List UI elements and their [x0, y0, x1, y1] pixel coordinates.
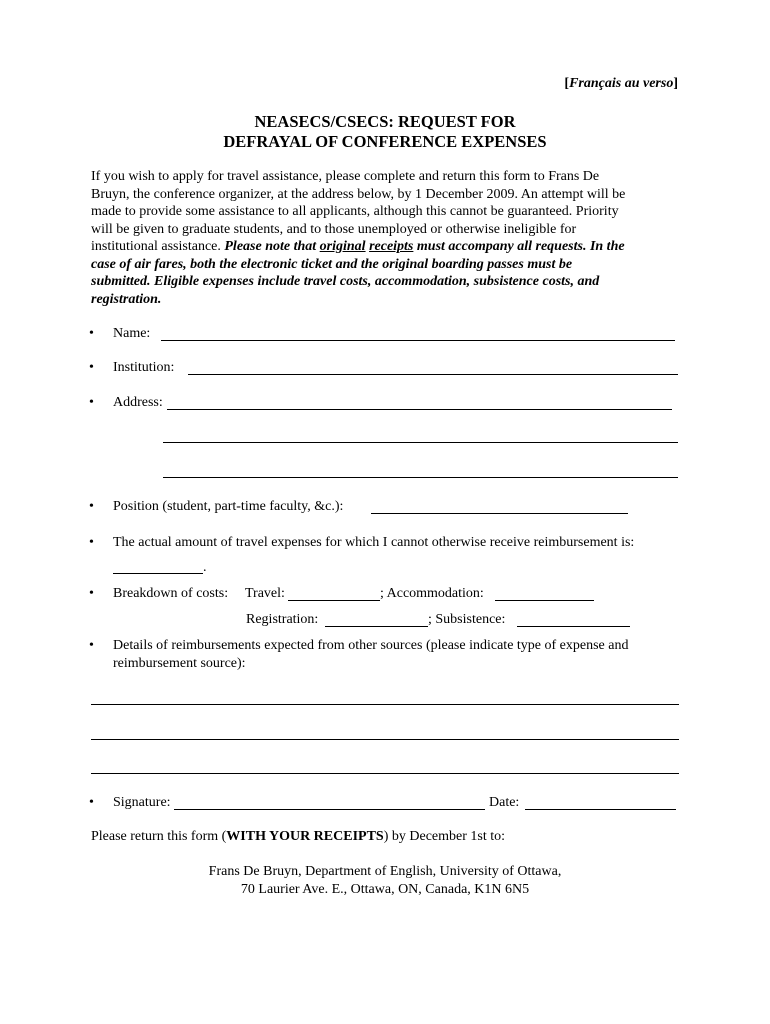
french-note-text: Français au verso: [569, 76, 674, 91]
signature-field[interactable]: [174, 809, 485, 810]
name-field[interactable]: [161, 340, 675, 341]
mailing-address-line-2: 70 Laurier Ave. E., Ottawa, ON, Canada, K1N 6N5: [240, 882, 530, 897]
bullet: •: [89, 360, 94, 375]
details-field-line-3[interactable]: [91, 773, 679, 774]
amount-label: The actual amount of travel expenses for which I cannot otherwise receive reimbursement is:: [113, 535, 635, 550]
return-receipts-emphasis: WITH YOUR RECEIPTS: [226, 829, 384, 844]
details-field-line-2[interactable]: [91, 739, 679, 740]
registration-label: Registration:: [246, 612, 319, 627]
amount-field[interactable]: [113, 573, 203, 574]
mailing-address-line-1: Frans De Bruyn, Department of English, University of Ottawa,: [208, 864, 562, 879]
intro-line: submitted. Eligible expenses include travel costs, accommodation, subsistence costs, and: [91, 274, 600, 289]
travel-label: Travel:: [245, 586, 285, 601]
intro-line: made to provide some assistance to all applicants, although this cannot be guaranteed. Priority: [91, 204, 619, 219]
bullet: •: [89, 586, 94, 601]
bullet: •: [89, 795, 94, 810]
return-text: ) by December 1st to:: [383, 829, 505, 844]
bullet: •: [89, 638, 94, 653]
address-field-line-3[interactable]: [163, 477, 678, 478]
address-label: Address:: [113, 395, 163, 410]
intro-line: registration.: [91, 291, 162, 307]
subsistence-label: ; Subsistence:: [428, 612, 506, 627]
date-label: Date:: [489, 795, 520, 810]
position-field[interactable]: [371, 513, 628, 514]
address-field-line-1[interactable]: [167, 409, 672, 410]
accommodation-label: ; Accommodation:: [380, 586, 484, 601]
return-text: Please return this form (: [91, 829, 227, 844]
date-field[interactable]: [525, 809, 676, 810]
name-label: Name:: [113, 326, 151, 341]
amount-period: .: [203, 560, 207, 575]
intro-line: case of air fares, both the electronic ticket and the original boarding passes must be: [91, 256, 573, 272]
breakdown-label: Breakdown of costs:: [113, 586, 229, 601]
signature-label: Signature:: [113, 795, 171, 810]
intro-emphasis-original: original: [319, 239, 366, 254]
registration-field[interactable]: [325, 626, 428, 627]
intro-text: institutional assistance.: [91, 239, 225, 254]
return-instructions: [91, 828, 505, 846]
bullet: •: [89, 326, 94, 341]
form-title-line-1: NEASECS/CSECS: REQUEST FOR: [254, 112, 516, 131]
travel-field[interactable]: [288, 600, 380, 601]
bullet: •: [89, 499, 94, 514]
accommodation-field[interactable]: [495, 600, 594, 601]
bullet: •: [89, 395, 94, 410]
address-field-line-2[interactable]: [163, 442, 678, 443]
intro-line: will be given to graduate students, and to those unemployed or otherwise ineligible for: [91, 221, 577, 237]
subsistence-field[interactable]: [517, 626, 630, 627]
bullet: •: [89, 535, 94, 550]
details-label-line-1: Details of reimbursements expected from other sources (please indicate type of expense and: [113, 638, 629, 653]
intro-line: If you wish to apply for travel assistance, please complete and return this form to Frans De: [91, 169, 600, 184]
french-version-note: [Français au verso]: [564, 76, 678, 91]
details-field-line-1[interactable]: [91, 704, 679, 705]
intro-line: Bruyn, the conference organizer, at the address below, by 1 December 2009. An attempt will be: [91, 186, 626, 202]
form-title-line-2: DEFRAYAL OF CONFERENCE EXPENSES: [223, 132, 547, 151]
intro-emphasis: must accompany all requests. In the: [413, 239, 625, 254]
institution-label: Institution:: [113, 360, 175, 375]
intro-emphasis-receipts: receipts: [369, 239, 414, 254]
intro-line: [91, 238, 691, 256]
details-label-line-2: reimbursement source):: [113, 656, 246, 671]
intro-emphasis: Please note that: [224, 239, 320, 254]
position-label: Position (student, part-time faculty, &c.):: [113, 499, 344, 514]
institution-field[interactable]: [188, 374, 678, 375]
